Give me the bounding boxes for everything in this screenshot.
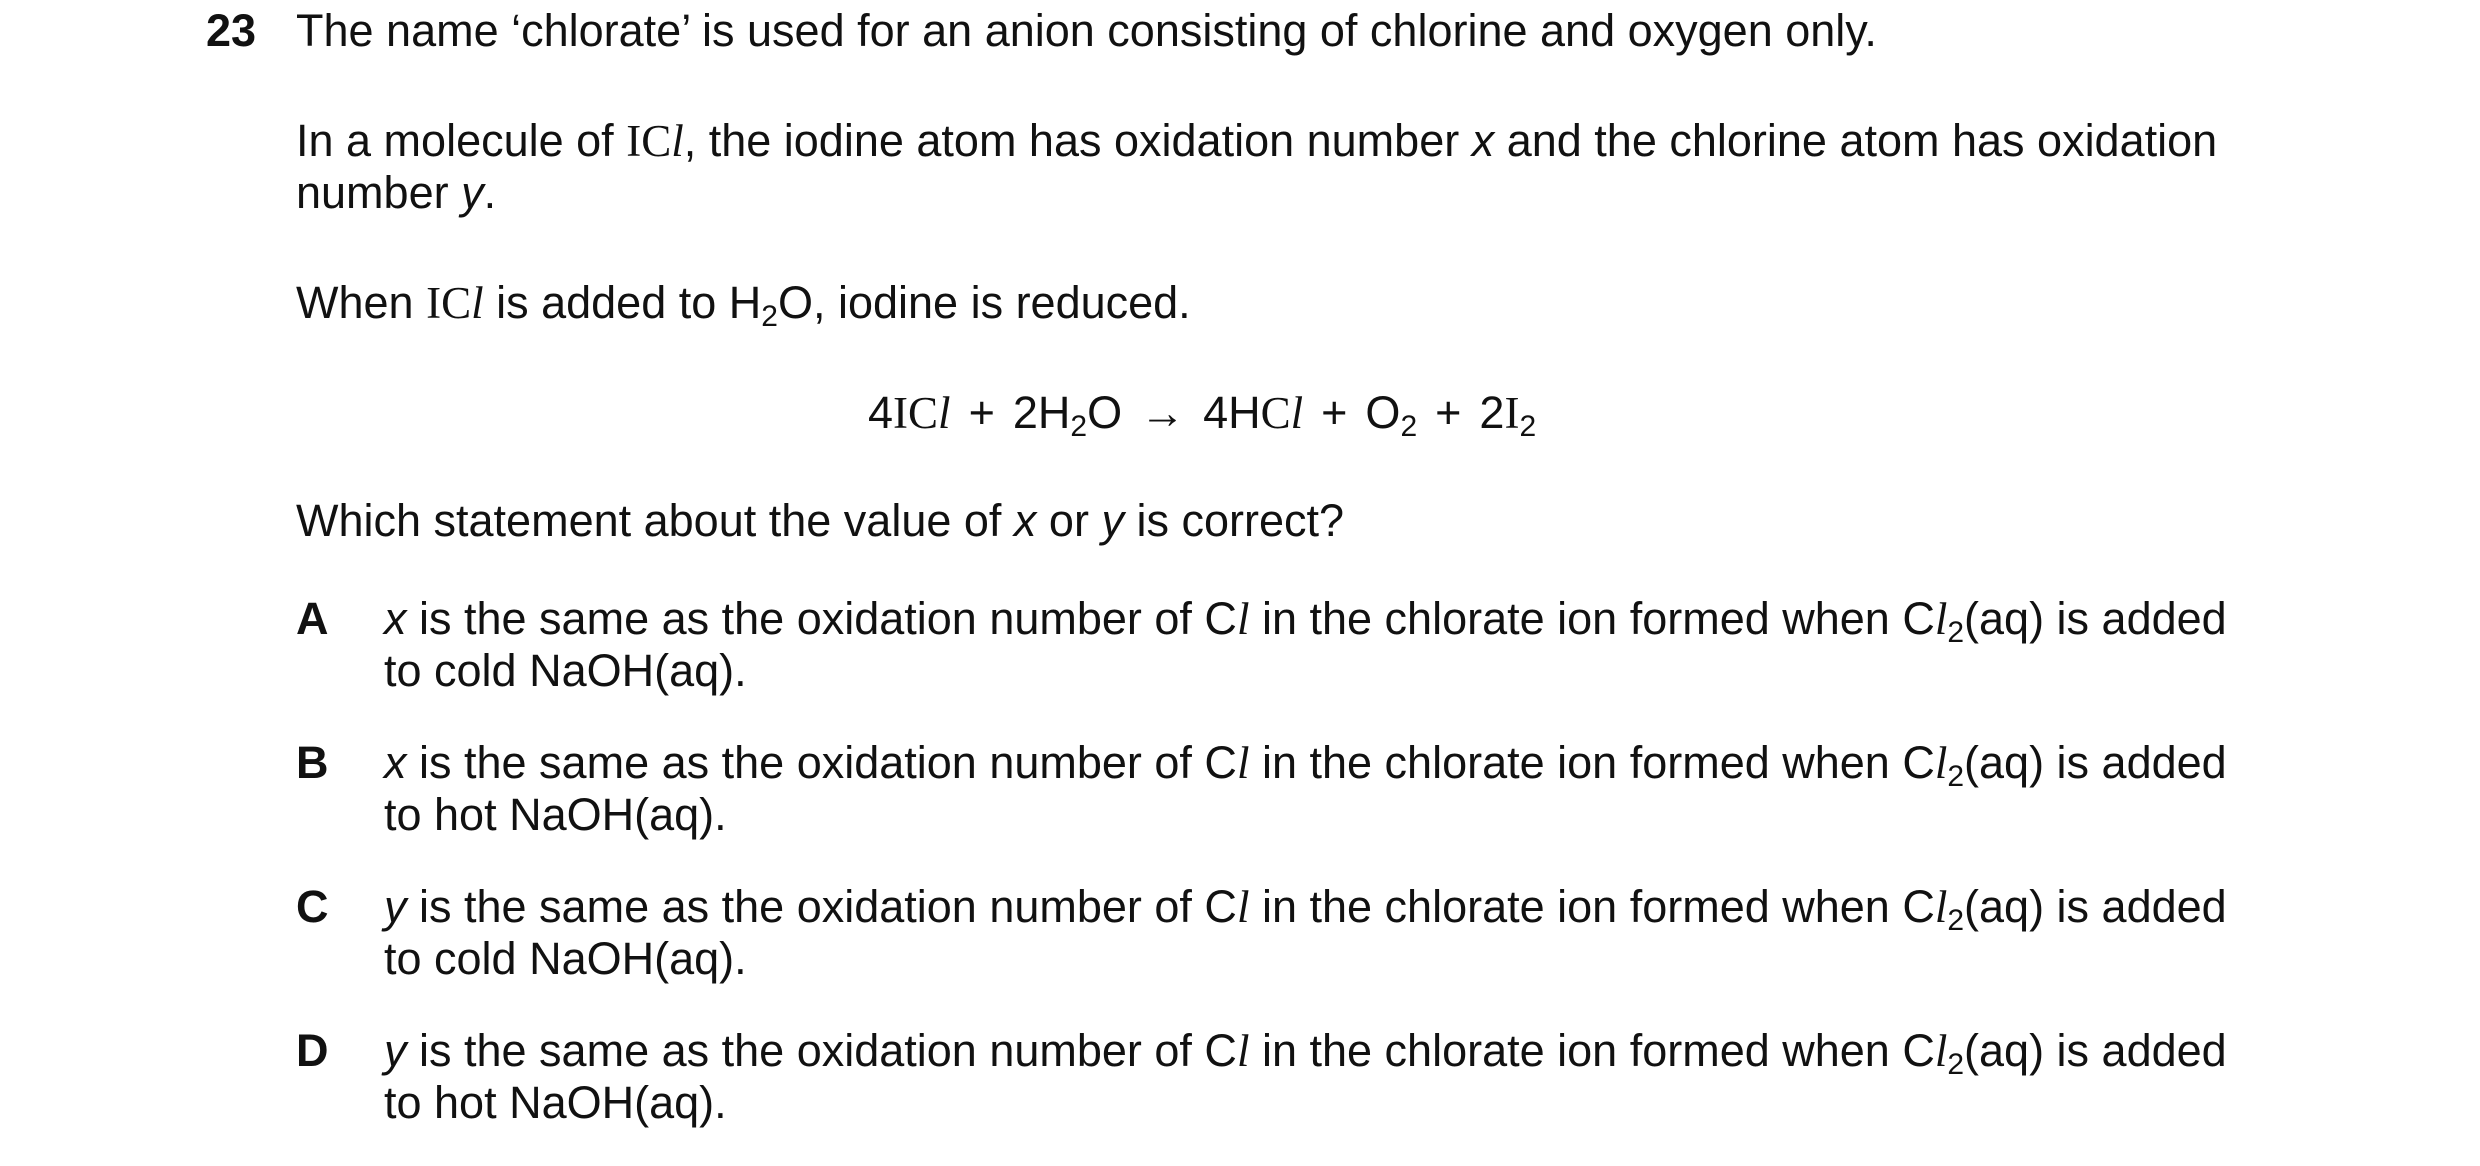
option-c-line1[interactable]: y is the same as the oxidation number of Cl in the chlorate ion formed when $Cl_2(aq)$ is added [384,881,2227,937]
option-a-letter[interactable]: A [296,593,329,644]
option-b-letter[interactable]: B [296,737,329,788]
option-d-line2[interactable]: to hot NaOH(aq). [384,1077,727,1128]
paragraph-oxidation-numbers-line1: In a molecule of ICl, the iodine atom has oxidation number x and the chlorine atom has oxidation [296,115,2218,166]
reaction-arrow: → [1140,388,1186,438]
option-a-line1[interactable]: x is the same as the oxidation number of Cl in the chlorate ion formed when $Cl_2(aq)$ is added [384,593,2227,649]
option-d-line1[interactable]: y is the same as the oxidation number of Cl in the chlorate ion formed when $Cl_2(aq)$ is added [384,1025,2227,1081]
option-d-letter[interactable]: D [296,1025,329,1076]
option-b-line2[interactable]: to hot NaOH(aq). [384,789,727,840]
paragraph-oxidation-numbers-line2: number y. [296,167,497,218]
option-b-line1[interactable]: x is the same as the oxidation number of Cl in the chlorate ion formed when $Cl_2(aq)$ is added [384,737,2227,793]
question-number: 23 [206,5,257,56]
paragraph-reduction: When ICl is added to $H_2O$, iodine is reduced. [296,277,1191,333]
option-a-line2[interactable]: to cold NaOH(aq). [384,645,747,696]
option-c-line2[interactable]: to cold NaOH(aq). [384,933,747,984]
option-c-letter[interactable]: C [296,881,329,932]
chemical-equation: $4ICl + 2H_2O \to 4HCl + O_2 + 2I_2$ [868,387,1537,443]
question-intro: The name ‘chlorate’ is used for an anion consisting of chlorine and oxygen only. [296,5,1877,56]
question-prompt: Which statement about the value of x or y is correct? [296,495,1345,546]
